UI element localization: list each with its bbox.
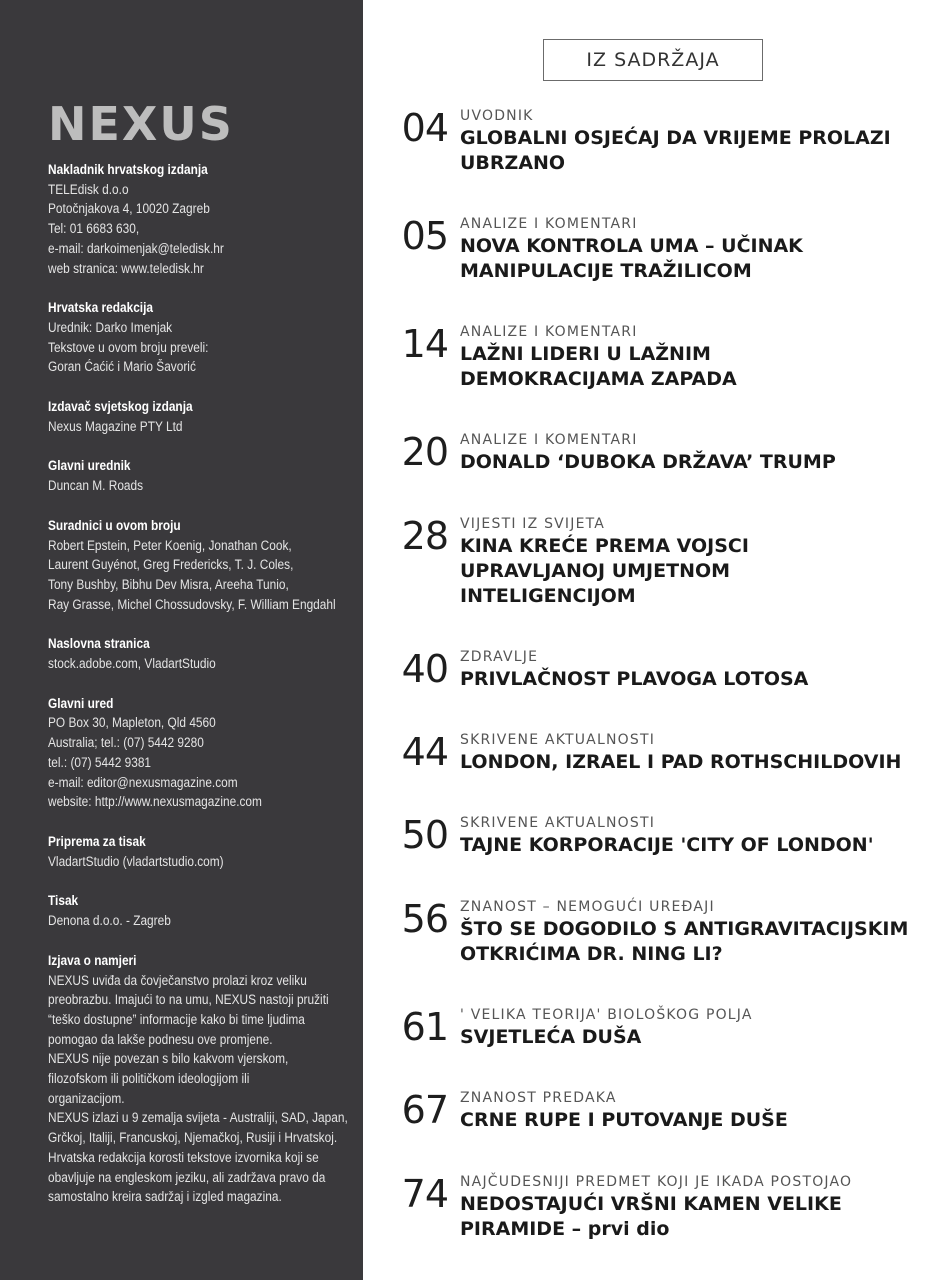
masthead-section — [48, 634, 363, 673]
toc-page-number: 67 — [401, 1088, 448, 1132]
masthead-section — [48, 160, 363, 278]
masthead-section-line: Australia; tel.: (07) 5442 9280 — [48, 735, 204, 751]
toc-article-title-line: INTELIGENCIJOM — [460, 585, 636, 607]
toc-category: NAJČUDESNIJI PREDMET KOJI JE IKADA POSTOJAO — [460, 1174, 853, 1190]
toc-page-number: 44 — [401, 730, 448, 774]
masthead-section-heading: Izdavač svjetskog izdanja — [48, 399, 193, 415]
masthead-section-line: filozofskom ili političkom ideologijom ili — [48, 1071, 250, 1087]
toc-category: ANALIZE I KOMENTARI — [460, 324, 638, 340]
masthead-section-line: Robert Epstein, Peter Koenig, Jonathan Cook, — [48, 537, 292, 553]
toc-article-title-line: NEDOSTAJUĆI VRŠNI KAMEN VELIKE — [460, 1193, 842, 1215]
masthead-section-heading: Izjava o namjeri — [48, 952, 137, 968]
masthead-section-heading: Priprema za tisak — [48, 833, 146, 849]
masthead-section — [48, 832, 363, 871]
toc-article-title — [460, 234, 930, 284]
masthead-section-heading: Naslovna stranica — [48, 636, 150, 652]
masthead-section-heading: Glavni ured — [48, 695, 114, 711]
masthead-section-line: Tekstove u ovom broju preveli: — [48, 339, 209, 355]
toc-page-number: 28 — [401, 514, 448, 558]
toc-page-number: 56 — [401, 897, 448, 941]
toc-article-title-line: UPRAVLJANOJ UMJETNOM — [460, 560, 731, 582]
masthead-section-line: pomogao da lakše podnesu ove promjene. — [48, 1031, 273, 1047]
masthead-section — [48, 951, 363, 1207]
toc-article-title — [460, 917, 930, 967]
masthead-section-line: Hrvatska redakcija korosti tekstove izvornika koji se — [48, 1149, 319, 1165]
masthead-section-line: e-mail: darkoimenjak@teledisk.hr — [48, 240, 224, 256]
masthead-section-line: stock.adobe.com, VladartStudio — [48, 656, 216, 672]
toc-article-title — [460, 1108, 930, 1133]
masthead-sections — [48, 160, 363, 1207]
masthead-section-heading: Glavni urednik — [48, 458, 131, 474]
toc-article-title-line: TAJNE KORPORACIJE 'CITY OF LONDON' — [460, 834, 874, 856]
masthead-section — [48, 298, 363, 377]
masthead-section-line: organizacijom. — [48, 1090, 125, 1106]
masthead-section-line: VladartStudio (vladartstudio.com) — [48, 853, 224, 869]
toc-article-title — [460, 833, 930, 858]
masthead-section — [48, 694, 363, 812]
toc-article-title — [460, 126, 930, 176]
masthead-section-line: Nexus Magazine PTY Ltd — [48, 418, 183, 434]
masthead-section-line: obavljuje na engleskom jeziku, ali zadržava pravo da — [48, 1169, 326, 1185]
toc-article-title-line: CRNE RUPE I PUTOVANJE DUŠE — [460, 1109, 788, 1131]
toc-page-number: 74 — [401, 1172, 448, 1216]
masthead-section-line: Duncan M. Roads — [48, 478, 144, 494]
toc-article-title-line: LAŽNI LIDERI U LAŽNIM — [460, 343, 711, 365]
toc-category: ZNANOST – NEMOGUĆI UREĐAJI — [460, 899, 715, 915]
toc-article-title-line: LONDON, IZRAEL I PAD ROTHSCHILDOVIH — [460, 751, 902, 773]
toc-article-title-line: OTKRIĆIMA DR. NING LI? — [460, 943, 723, 965]
nexus-logo: NEXUS — [48, 97, 234, 151]
toc-category: ' VELIKA TEORIJA' BIOLOŠKOG POLJA — [460, 1007, 753, 1023]
masthead-section-line: PO Box 30, Mapleton, Qld 4560 — [48, 715, 216, 731]
masthead-section-line: website: http://www.nexusmagazine.com — [48, 794, 262, 810]
toc-article-title — [460, 450, 930, 475]
masthead-section-line: Tony Bushby, Bibhu Dev Misra, Areeha Tunio, — [48, 576, 289, 592]
masthead-section-line: “teško dostupne” informacije kako bi time ljudima — [48, 1011, 305, 1027]
masthead-section-line: NEXUS izlazi u 9 zemalja svijeta - Australiji, SAD, Japan, — [48, 1110, 348, 1126]
toc-page-number: 05 — [401, 214, 448, 258]
masthead-section — [48, 516, 363, 615]
masthead-section-heading: Nakladnik hrvatskog izdanja — [48, 162, 208, 177]
masthead-section-line: web stranica: www.teledisk.hr — [48, 260, 204, 276]
masthead-section-line: Urednik: Darko Imenjak — [48, 319, 173, 335]
toc-article-title-line: DEMOKRACIJAMA ZAPADA — [460, 368, 737, 390]
toc-page-number: 40 — [401, 647, 448, 691]
toc-category: ANALIZE I KOMENTARI — [460, 216, 638, 232]
toc-category: UVODNIK — [460, 108, 534, 124]
toc-category: SKRIVENE AKTUALNOSTI — [460, 815, 656, 831]
masthead-section — [48, 456, 363, 495]
masthead-section-line: NEXUS uviđa da čovječanstvo prolazi kroz veliku — [48, 972, 307, 988]
toc-category: ZDRAVLJE — [460, 649, 539, 665]
toc-article-title-line: DONALD ‘DUBOKA DRŽAVA’ TRUMP — [460, 451, 836, 473]
toc-article-title — [460, 1192, 930, 1242]
toc-article-title-line: SVJETLEĆA DUŠA — [460, 1026, 642, 1048]
masthead-section-line: samostalno kreira sadržaj i izgled magazina. — [48, 1189, 282, 1205]
masthead-section — [48, 891, 363, 930]
masthead-section-line: Laurent Guyénot, Greg Fredericks, T. J. Coles, — [48, 557, 294, 573]
toc-article-title — [460, 534, 930, 609]
toc-article-title-line: MANIPULACIJE TRAŽILICOM — [460, 260, 752, 282]
masthead-section-line: Tel: 01 6683 630, — [48, 221, 140, 237]
masthead-section-line: Potočnjakova 4, 10020 Zagreb — [48, 201, 210, 217]
masthead-section-line: Goran Ćaćić i Mario Šavorić — [48, 359, 196, 375]
toc-category: SKRIVENE AKTUALNOSTI — [460, 732, 656, 748]
toc-article-title — [460, 1025, 930, 1050]
masthead-section — [48, 397, 363, 436]
masthead-section-line: TELEdisk d.o.o — [48, 181, 129, 197]
masthead-section-line: Ray Grasse, Michel Chossudovsky, F. William Engdahl — [48, 596, 336, 612]
toc-category: VIJESTI IZ SVIJETA — [460, 516, 606, 532]
toc-article-title-line: PIRAMIDE – prvi dio — [460, 1218, 670, 1240]
masthead-section-heading: Tisak — [48, 893, 79, 909]
toc-page-number: 20 — [401, 430, 448, 474]
toc-category: ZNANOST PREDAKA — [460, 1090, 617, 1106]
masthead-section-line: tel.: (07) 5442 9381 — [48, 754, 152, 770]
toc-article-title-line: UBRZANO — [460, 152, 566, 174]
toc-category: ANALIZE I KOMENTARI — [460, 432, 638, 448]
toc-article-title — [460, 342, 930, 392]
masthead-section-line: NEXUS nije povezan s bilo kakvom vjerskom, — [48, 1051, 289, 1067]
toc-page-number: 61 — [401, 1005, 448, 1049]
toc-article-title — [460, 667, 930, 692]
toc-article-title-line: NOVA KONTROLA UMA – UČINAK — [460, 235, 803, 257]
toc-article-title-line: KINA KREĆE PREMA VOJSCI — [460, 535, 749, 557]
toc-article-title — [460, 750, 930, 775]
masthead-section-line: preobrazbu. Imajući to na umu, NEXUS nastoji pružiti — [48, 992, 329, 1008]
masthead-section-line: Denona d.o.o. - Zagreb — [48, 913, 171, 929]
toc-page-number: 50 — [401, 813, 448, 857]
toc-article-title-line: PRIVLAČNOST PLAVOGA LOTOSA — [460, 668, 809, 690]
toc-article-title-line: GLOBALNI OSJEĆAJ DA VRIJEME PROLAZI — [460, 127, 891, 149]
toc-page-number: 04 — [401, 106, 448, 150]
masthead-section-heading: Suradnici u ovom broju — [48, 517, 181, 533]
toc-title: IZ SADRŽAJA — [543, 39, 763, 81]
masthead-section-heading: Hrvatska redakcija — [48, 300, 154, 316]
toc-page-number: 14 — [401, 322, 448, 366]
toc-article-title-line: ŠTO SE DOGODILO S ANTIGRAVITACIJSKIM — [460, 918, 909, 940]
masthead-panel — [0, 0, 363, 1280]
masthead-section-line: e-mail: editor@nexusmagazine.com — [48, 774, 238, 790]
masthead-section-line: Grčkoj, Italiji, Francuskoj, Njemačkoj, Rusiji i Hrvatskoj. — [48, 1130, 338, 1146]
